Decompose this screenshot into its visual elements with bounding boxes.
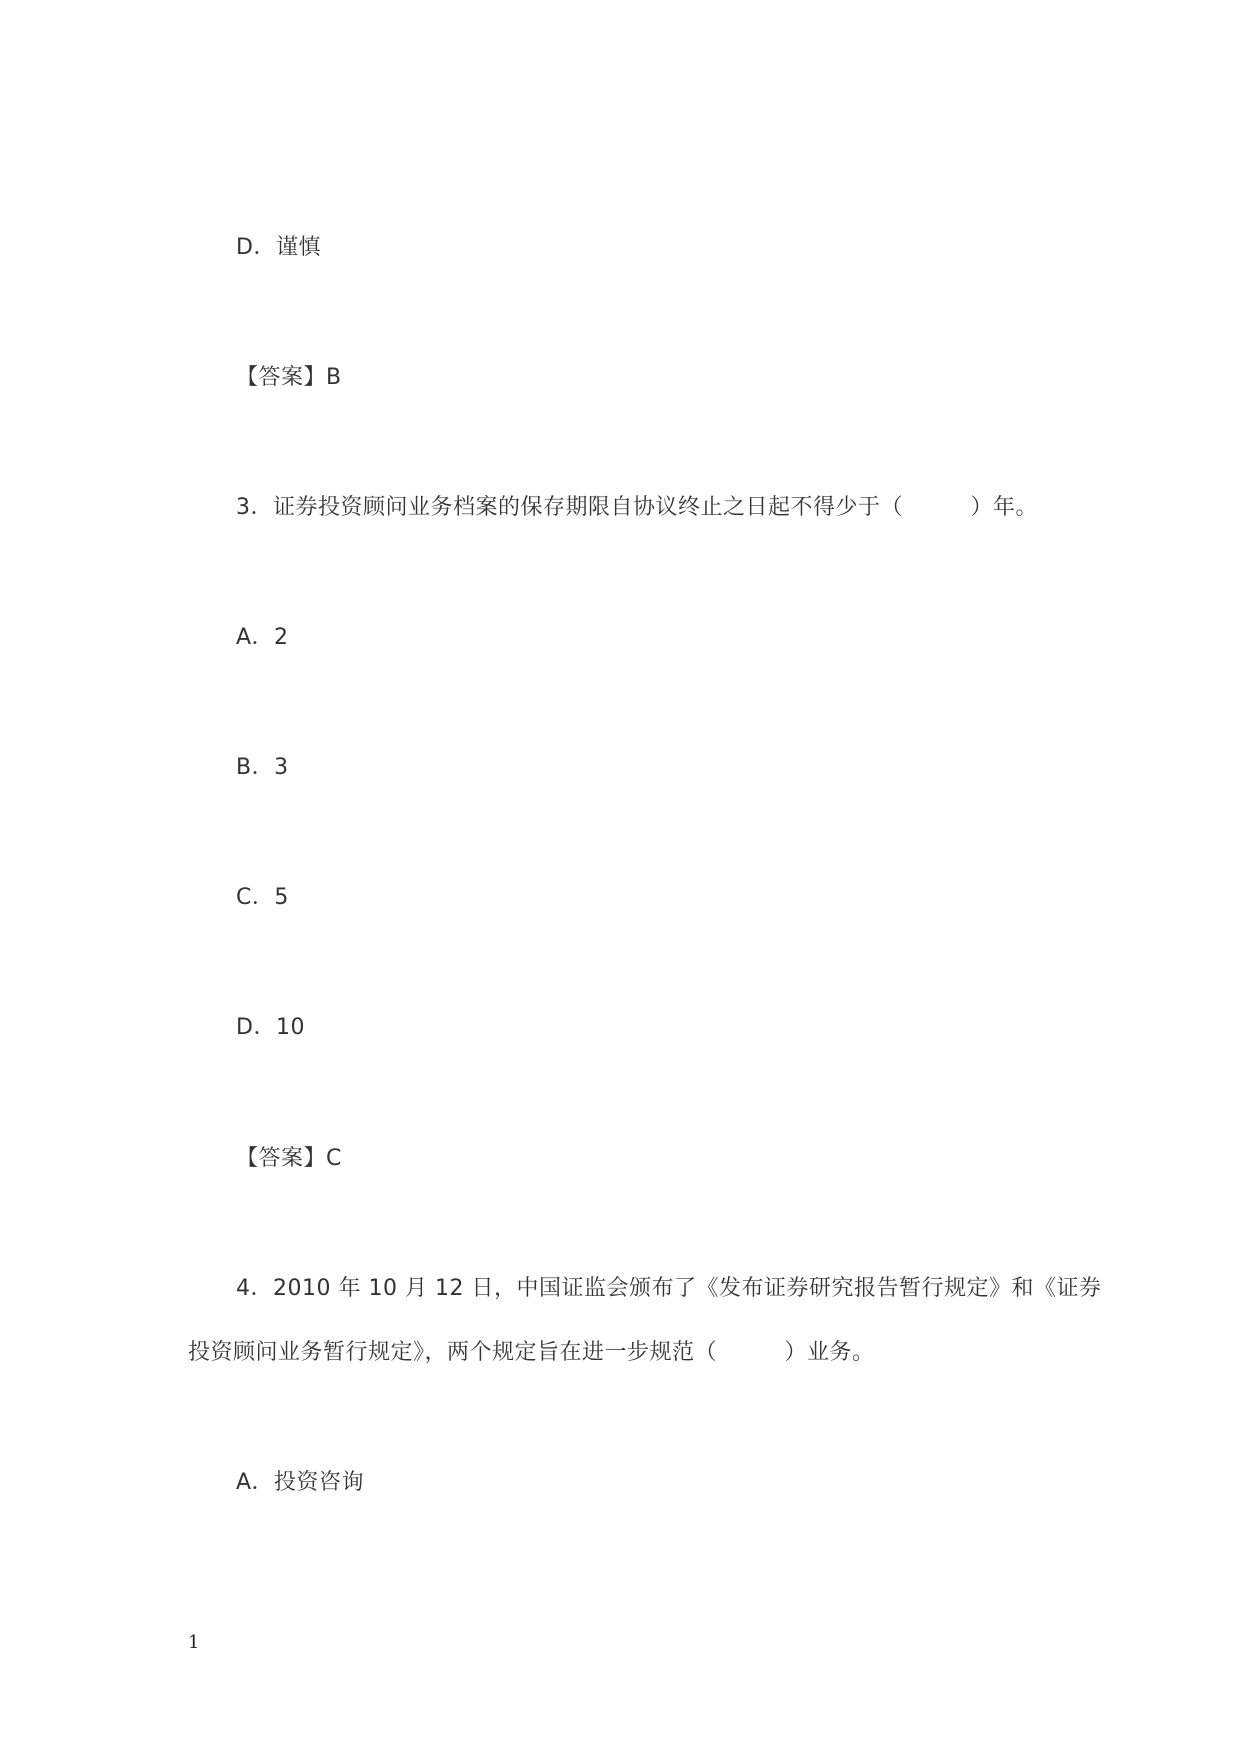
q4-option-a: A．投资咨询 [236, 1470, 365, 1495]
q2-option-d: D．谨慎 [236, 235, 321, 260]
q3-stem: 3．证券投资顾问业务档案的保存期限自协议终止之日起不得少于（ ）年。 [236, 495, 1038, 520]
q3-answer: 【答案】C [236, 1146, 342, 1171]
q2-answer: 【答案】B [236, 365, 342, 390]
q3-option-c: C．5 [236, 885, 289, 910]
q3-option-b: B．3 [236, 755, 289, 780]
q3-option-a: A．2 [236, 625, 289, 650]
q4-stem-line1: 4．2010 年 10 月 12 日，中国证监会颁布了《发布证券研究报告暂行规定》和《证券 [236, 1276, 1102, 1301]
q4-stem-line2: 投资顾问业务暂行规定》，两个规定旨在进一步规范（ ）业务。 [188, 1340, 875, 1365]
page-number: 1 [188, 1632, 200, 1653]
q3-option-d: D．10 [236, 1015, 305, 1040]
